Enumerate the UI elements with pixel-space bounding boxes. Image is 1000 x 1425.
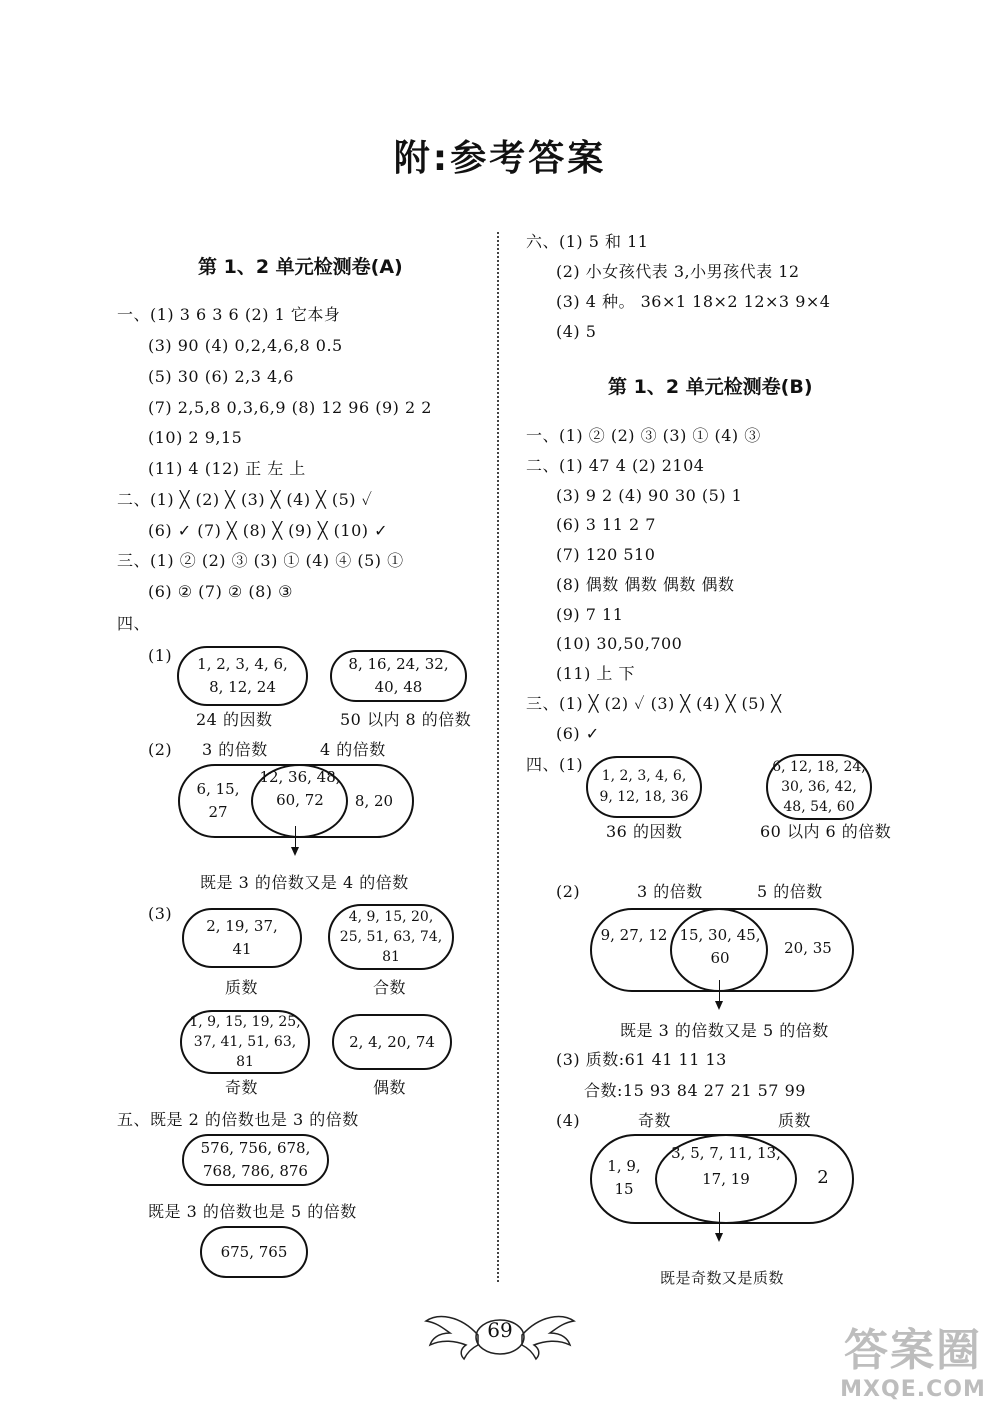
venn-caption: 既是奇数又是质数 xyxy=(660,1269,785,1287)
venn-right-values: 2 xyxy=(817,1167,829,1188)
set-oval xyxy=(332,1014,452,1070)
venn-header: 4 的倍数 xyxy=(320,740,386,759)
set-caption: 偶数 xyxy=(373,1078,407,1097)
set-values: 8, 16, 24, 32, 40, 48 xyxy=(348,655,449,696)
set-caption: 24 的因数 xyxy=(196,710,273,729)
venn-arrow xyxy=(719,1212,720,1234)
answer-line: (7) 120 510 xyxy=(556,545,656,564)
venn-arrow-head xyxy=(291,847,299,856)
sub-label: (2) xyxy=(556,882,581,901)
venn-arrow xyxy=(719,980,720,1002)
set-caption: 36 的因数 xyxy=(606,822,683,841)
venn-arrow-head xyxy=(715,1001,723,1010)
answer-line: (10) 2 9,15 xyxy=(148,428,243,447)
set-values: 2, 19, 37, 41 xyxy=(206,917,278,958)
answer-line: (9) 7 11 xyxy=(556,605,624,624)
set-oval xyxy=(182,1134,329,1186)
answer-line: (8) 偶数 偶数 偶数 偶数 xyxy=(556,575,735,594)
set-oval xyxy=(182,908,302,968)
answer-line: 六、(1) 5 和 11 xyxy=(526,232,649,251)
answer-line: 四、 xyxy=(117,614,151,633)
set-values: 4, 9, 15, 20, 25, 51, 63, 74, 81 xyxy=(339,909,443,965)
answer-line: 三、(1) ╳ (2) ✓ (3) ╳ (4) ╳ (5) ╳ xyxy=(526,694,782,713)
answer-line: 合数:15 93 84 27 21 57 99 xyxy=(584,1081,806,1100)
answer-line: 二、(1) ╳ (2) ╳ (3) ╳ (4) ╳ (5) ✓ xyxy=(117,490,373,509)
sub-label: (1) xyxy=(148,646,173,665)
venn-header: 质数 xyxy=(778,1111,812,1130)
set-oval xyxy=(330,650,467,702)
set-oval xyxy=(177,646,308,706)
venn-left-values: 1, 9, 15 xyxy=(607,1157,641,1198)
watermark-url: MXQE.COM xyxy=(840,1377,986,1402)
set-caption: 合数 xyxy=(373,978,407,997)
venn-left-values: 6, 15, 27 xyxy=(196,780,240,821)
venn-left-values: 9, 27, 12 xyxy=(600,926,668,944)
venn-mid-values: 3, 5, 7, 11, 13, 17, 19 xyxy=(671,1144,781,1188)
answer-line: (6) 3 11 2 7 xyxy=(556,515,656,534)
venn-caption: 既是 3 的倍数又是 5 的倍数 xyxy=(620,1021,829,1040)
set-caption: 奇数 xyxy=(225,1078,259,1097)
venn-header: 5 的倍数 xyxy=(757,882,823,901)
answer-line: (6) ② (7) ② (8) ③ xyxy=(148,582,293,601)
venn-arrow xyxy=(295,826,296,848)
set-oval xyxy=(328,904,454,970)
venn-caption: 既是 3 的倍数又是 4 的倍数 xyxy=(200,873,409,892)
answer-line: 三、(1) ② (2) ③ (3) ① (4) ④ (5) ① xyxy=(117,551,404,570)
page-title: 附:参考答案 xyxy=(393,138,607,179)
left-section-title: 第 1、2 单元检测卷(A) xyxy=(198,256,403,278)
answer-line: (2) 小女孩代表 3,小男孩代表 12 xyxy=(556,262,800,281)
page-number: 69 xyxy=(487,1318,513,1342)
answer-line: (6) ✓ xyxy=(556,724,600,743)
venn-arrow-head xyxy=(715,1233,723,1242)
set-values: 1, 9, 15, 19, 25, 37, 41, 51, 63, 81 xyxy=(189,1014,301,1070)
answer-line: 二、(1) 47 4 (2) 2104 xyxy=(526,456,705,475)
venn-header: 奇数 xyxy=(638,1111,672,1130)
set-caption: 质数 xyxy=(225,978,259,997)
watermark-logo: 答案圈 xyxy=(844,1325,982,1376)
set-oval xyxy=(586,756,702,818)
sub-label: 四、(1) xyxy=(526,755,584,774)
answer-line: 一、(1) 3 6 3 6 (2) 1 它本身 xyxy=(117,305,341,324)
set-values: 675, 765 xyxy=(220,1242,288,1261)
set-oval xyxy=(200,1226,308,1278)
answer-line: (3) 90 (4) 0,2,4,6,8 0.5 xyxy=(148,336,343,355)
venn-header: 3 的倍数 xyxy=(202,740,268,759)
watermark xyxy=(838,1325,988,1415)
answer-line: (3) 4 种。 36×1 18×2 12×3 9×4 xyxy=(556,292,831,311)
venn-header: 3 的倍数 xyxy=(637,882,703,901)
answer-line: (5) 30 (6) 2,3 4,6 xyxy=(148,367,294,386)
set-oval xyxy=(180,1010,310,1074)
answer-line: (4) 5 xyxy=(556,322,597,341)
venn-mid-values: 12, 36, 48, 60, 72 xyxy=(259,768,341,809)
answer-line: 一、(1) ② (2) ③ (3) ① (4) ③ xyxy=(526,426,761,445)
set-values: 1, 2, 3, 4, 6, 9, 12, 18, 36 xyxy=(599,768,689,805)
set-oval xyxy=(766,754,872,820)
sub-label: (3) xyxy=(148,904,173,923)
set-values: 576, 756, 678, 768, 786, 876 xyxy=(200,1139,311,1180)
answer-line: (10) 30,50,700 xyxy=(556,634,683,653)
venn-right-values: 20, 35 xyxy=(784,939,832,957)
set-values: 6, 12, 18, 24, 30, 36, 42, 48, 54, 60 xyxy=(772,759,866,815)
answer-line: 五、既是 2 的倍数也是 3 的倍数 xyxy=(117,1110,359,1129)
venn-mid-values: 15, 30, 45, 60 xyxy=(679,926,761,967)
answer-line: 既是 3 的倍数也是 5 的倍数 xyxy=(148,1202,357,1221)
answer-line: (3) 质数:61 41 11 13 xyxy=(556,1050,727,1069)
answer-line: (11) 4 (12) 正 左 上 xyxy=(148,459,306,478)
sub-label: (4) xyxy=(556,1111,581,1130)
column-divider xyxy=(497,232,499,1282)
set-values: 2, 4, 20, 74 xyxy=(349,1032,435,1051)
set-caption: 50 以内 8 的倍数 xyxy=(340,710,472,729)
venn-right-values: 8, 20 xyxy=(354,792,394,810)
answer-line: (11) 上 下 xyxy=(556,664,636,683)
sub-label: (2) xyxy=(148,740,173,759)
set-caption: 60 以内 6 的倍数 xyxy=(760,822,892,841)
answer-line: (3) 9 2 (4) 90 30 (5) 1 xyxy=(556,486,743,505)
right-section-title: 第 1、2 单元检测卷(B) xyxy=(608,376,813,398)
answer-line: (6) ✓ (7) ╳ (8) ╳ (9) ╳ (10) ✓ xyxy=(148,521,388,540)
answer-line: (7) 2,5,8 0,3,6,9 (8) 12 96 (9) 2 2 xyxy=(148,398,432,417)
set-values: 1, 2, 3, 4, 6, 8, 12, 24 xyxy=(197,655,288,696)
